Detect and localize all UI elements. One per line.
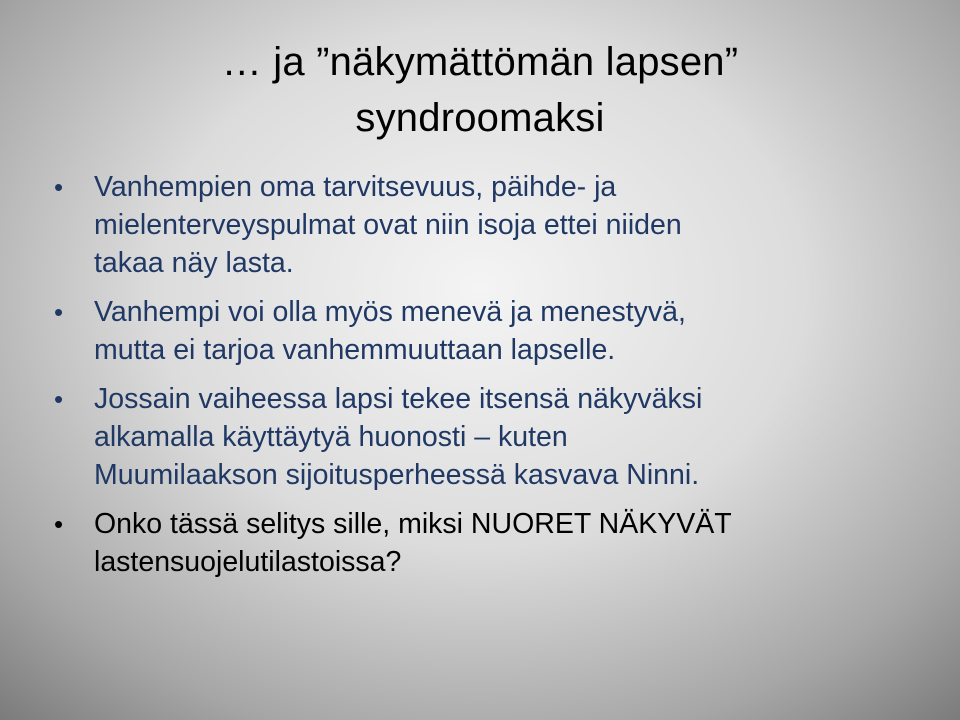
bullet-line: takaa näy lasta. bbox=[94, 247, 294, 279]
title-line-1: … ja ”näkymättömän lapsen” bbox=[221, 40, 739, 84]
bullet-item-child-visible bbox=[54, 380, 914, 494]
bullet-line: alkamalla käyttäytyä huonosti – kuten bbox=[94, 421, 568, 453]
bullet-line: Onko tässä selitys sille, miksi NUORET NÄKYVÄT bbox=[94, 508, 732, 540]
bullet-line: mutta ei tarjoa vanhemmuuttaan lapselle. bbox=[94, 334, 616, 366]
bullet-dot: • bbox=[54, 297, 64, 327]
slide-title bbox=[60, 34, 900, 146]
bullet-dot: • bbox=[54, 509, 64, 539]
bullet-line: mielenterveyspulmat ovat niin isoja ettei niiden bbox=[94, 209, 682, 241]
bullet-dot: • bbox=[54, 172, 64, 202]
bullet-line: Jossain vaiheessa lapsi tekee itsensä näkyväksi bbox=[94, 383, 703, 415]
bullet-item-question bbox=[54, 505, 914, 581]
bullet-item-parents-needs bbox=[54, 168, 914, 282]
bullet-line: Vanhempien oma tarvitsevuus, päihde- ja bbox=[94, 171, 617, 203]
bullet-dot: • bbox=[54, 384, 64, 414]
title-line-2: syndroomaksi bbox=[355, 96, 605, 140]
bullet-line: lastensuojelutilastoissa? bbox=[94, 546, 402, 578]
bullet-line: Vanhempi voi olla myös menevä ja menestyvä, bbox=[94, 296, 686, 328]
bullet-line: Muumilaakson sijoitusperheessä kasvava Ninni. bbox=[94, 459, 700, 491]
bullet-item-successful-parent bbox=[54, 293, 914, 369]
bullet-list bbox=[54, 168, 914, 592]
